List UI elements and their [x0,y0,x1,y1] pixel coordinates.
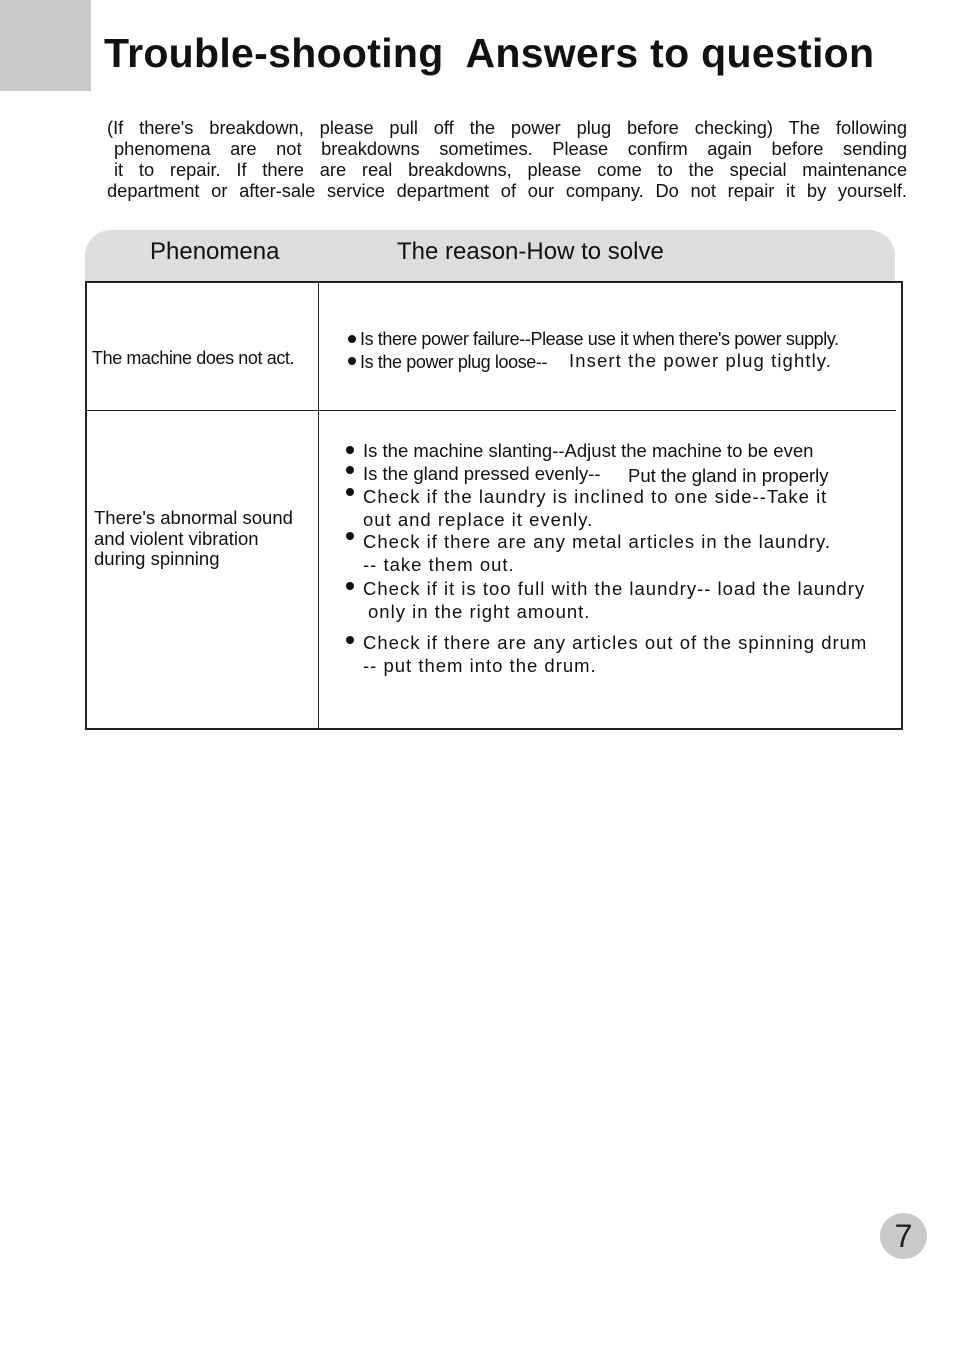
solution-item: Insert the power plug tightly. [569,350,833,371]
intro-paragraph [107,117,907,201]
phenomenon-cell [94,508,293,570]
solution-item: Check if the laundry is inclined to one side--Take it [363,486,828,507]
solution-item: Is the power plug loose-- [360,352,548,372]
bullet-icon [346,532,354,540]
row-divider [86,410,896,411]
page-number: 7 [894,1218,913,1254]
solution-item: Check if there are any metal articles in the laundry. [363,531,832,552]
corner-tab-block [0,0,91,91]
solution-item: Is the machine slanting--Adjust the machine to be even [363,440,814,461]
solution-item: -- put them into the drum. [363,655,597,676]
solution-item: Is the gland pressed evenly-- [363,463,601,484]
page-title: Trouble-shooting Answers to question [104,30,875,76]
header-reason: The reason-How to solve [397,238,664,265]
solution-item: Check if there are any articles out of the spinning drum [363,632,868,653]
intro-line: it to repair. If there are real breakdowns, please come to the special maintenance [114,159,907,180]
phenomenon-line: There's abnormal sound [94,507,293,528]
bullet-icon [346,582,354,590]
intro-line: (If there's breakdown, please pull off the power plug before checking) The following [107,117,907,138]
intro-line: department or after-sale service department of our company. Do not repair it by yourself. [107,180,907,201]
bullet-icon [346,446,354,454]
bullet-icon [348,357,356,365]
intro-line: phenomena are not breakdowns sometimes. Please confirm again before sending [114,138,907,159]
solution-item: out and replace it evenly. [363,509,594,530]
phenomenon-cell: The machine does not act. [92,348,295,368]
solution-item: -- take them out. [363,554,515,575]
bullet-icon [348,335,356,343]
phenomenon-line: and violent vibration [94,527,259,549]
solution-item: Is there power failure--Please use it when there's power supply. [360,329,839,349]
solution-item: only in the right amount. [368,601,591,622]
header-phenomena: Phenomena [150,238,280,265]
bullet-icon [346,636,354,644]
bullet-icon [346,488,354,496]
phenomenon-line: during spinning [94,548,220,569]
column-divider [318,282,319,729]
solution-item: Put the gland in properly [628,465,829,486]
solution-item: Check if it is too full with the laundry-- load the laundry [363,578,866,599]
bullet-icon [346,466,354,474]
